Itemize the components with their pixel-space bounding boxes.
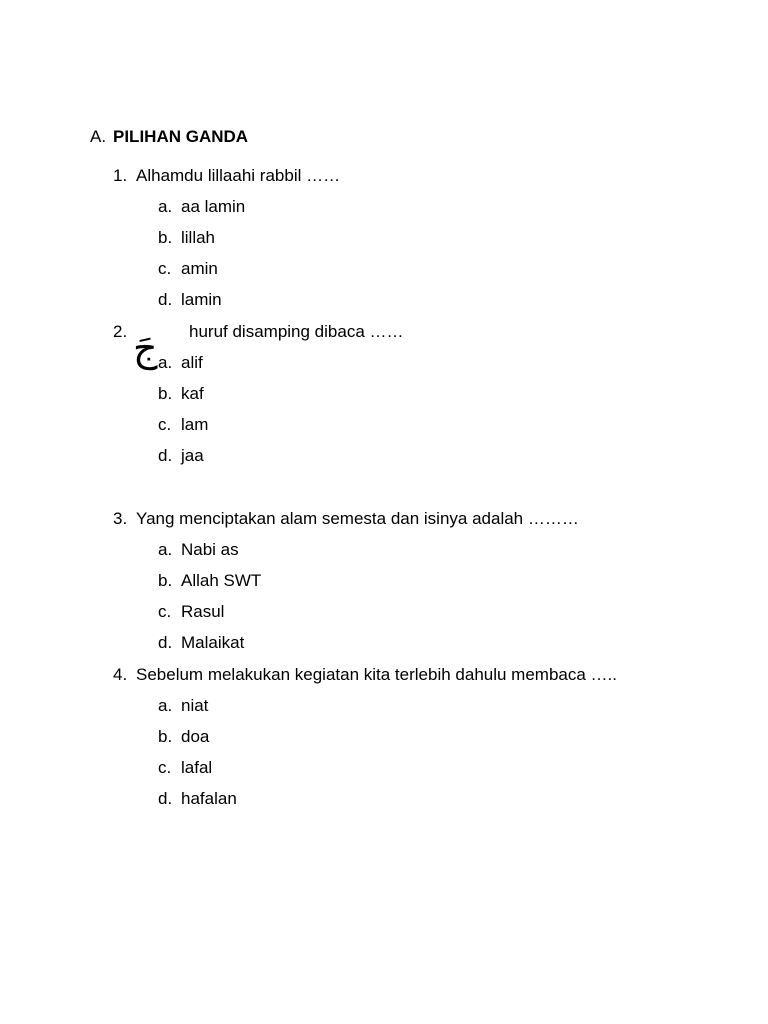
question-number: 2.: [113, 322, 128, 341]
question-text: Yang menciptakan alam semesta dan isinya adalah ………: [136, 509, 579, 528]
option-text: lillah: [181, 228, 216, 247]
arabic-letter: جَ: [133, 326, 158, 370]
option-text: niat: [181, 696, 209, 715]
question-number: 1.: [113, 166, 128, 185]
option-text: lam: [181, 415, 209, 434]
option-text: alif: [181, 353, 203, 372]
option-text: lamin: [181, 290, 222, 309]
option-text: kaf: [181, 384, 204, 403]
option-text: Rasul: [181, 602, 225, 621]
option-letter: a.: [158, 197, 173, 216]
question-number: 4.: [113, 665, 128, 684]
option-letter: b.: [158, 727, 173, 746]
option-letter: b.: [158, 384, 173, 403]
option-letter: a.: [158, 353, 173, 372]
section-marker: A.: [90, 127, 107, 146]
option-text: doa: [181, 727, 210, 746]
option-letter: c.: [158, 758, 172, 777]
option-text: amin: [181, 259, 218, 278]
option-text: aa lamin: [181, 197, 246, 216]
option-letter: b.: [158, 571, 173, 590]
option-text: Allah SWT: [181, 571, 262, 590]
option-letter: a.: [158, 696, 173, 715]
option-text: lafal: [181, 758, 213, 777]
question-text: huruf disamping dibaca ……: [189, 322, 404, 341]
option-letter: a.: [158, 540, 173, 559]
option-letter: d.: [158, 446, 173, 465]
option-letter: d.: [158, 789, 173, 808]
option-letter: c.: [158, 259, 172, 278]
option-letter: c.: [158, 415, 172, 434]
option-text: jaa: [181, 446, 204, 465]
question-number: 3.: [113, 509, 128, 528]
option-letter: d.: [158, 633, 173, 652]
section-title: PILIHAN GANDA: [113, 127, 249, 146]
question-text: Alhamdu lillaahi rabbil ……: [136, 166, 341, 185]
question-text: Sebelum melakukan kegiatan kita terlebih dahulu membaca …..: [136, 665, 617, 684]
option-text: hafalan: [181, 789, 237, 808]
option-letter: d.: [158, 290, 173, 309]
option-letter: b.: [158, 228, 173, 247]
option-text: Nabi as: [181, 540, 239, 559]
option-text: Malaikat: [181, 633, 245, 652]
option-letter: c.: [158, 602, 172, 621]
